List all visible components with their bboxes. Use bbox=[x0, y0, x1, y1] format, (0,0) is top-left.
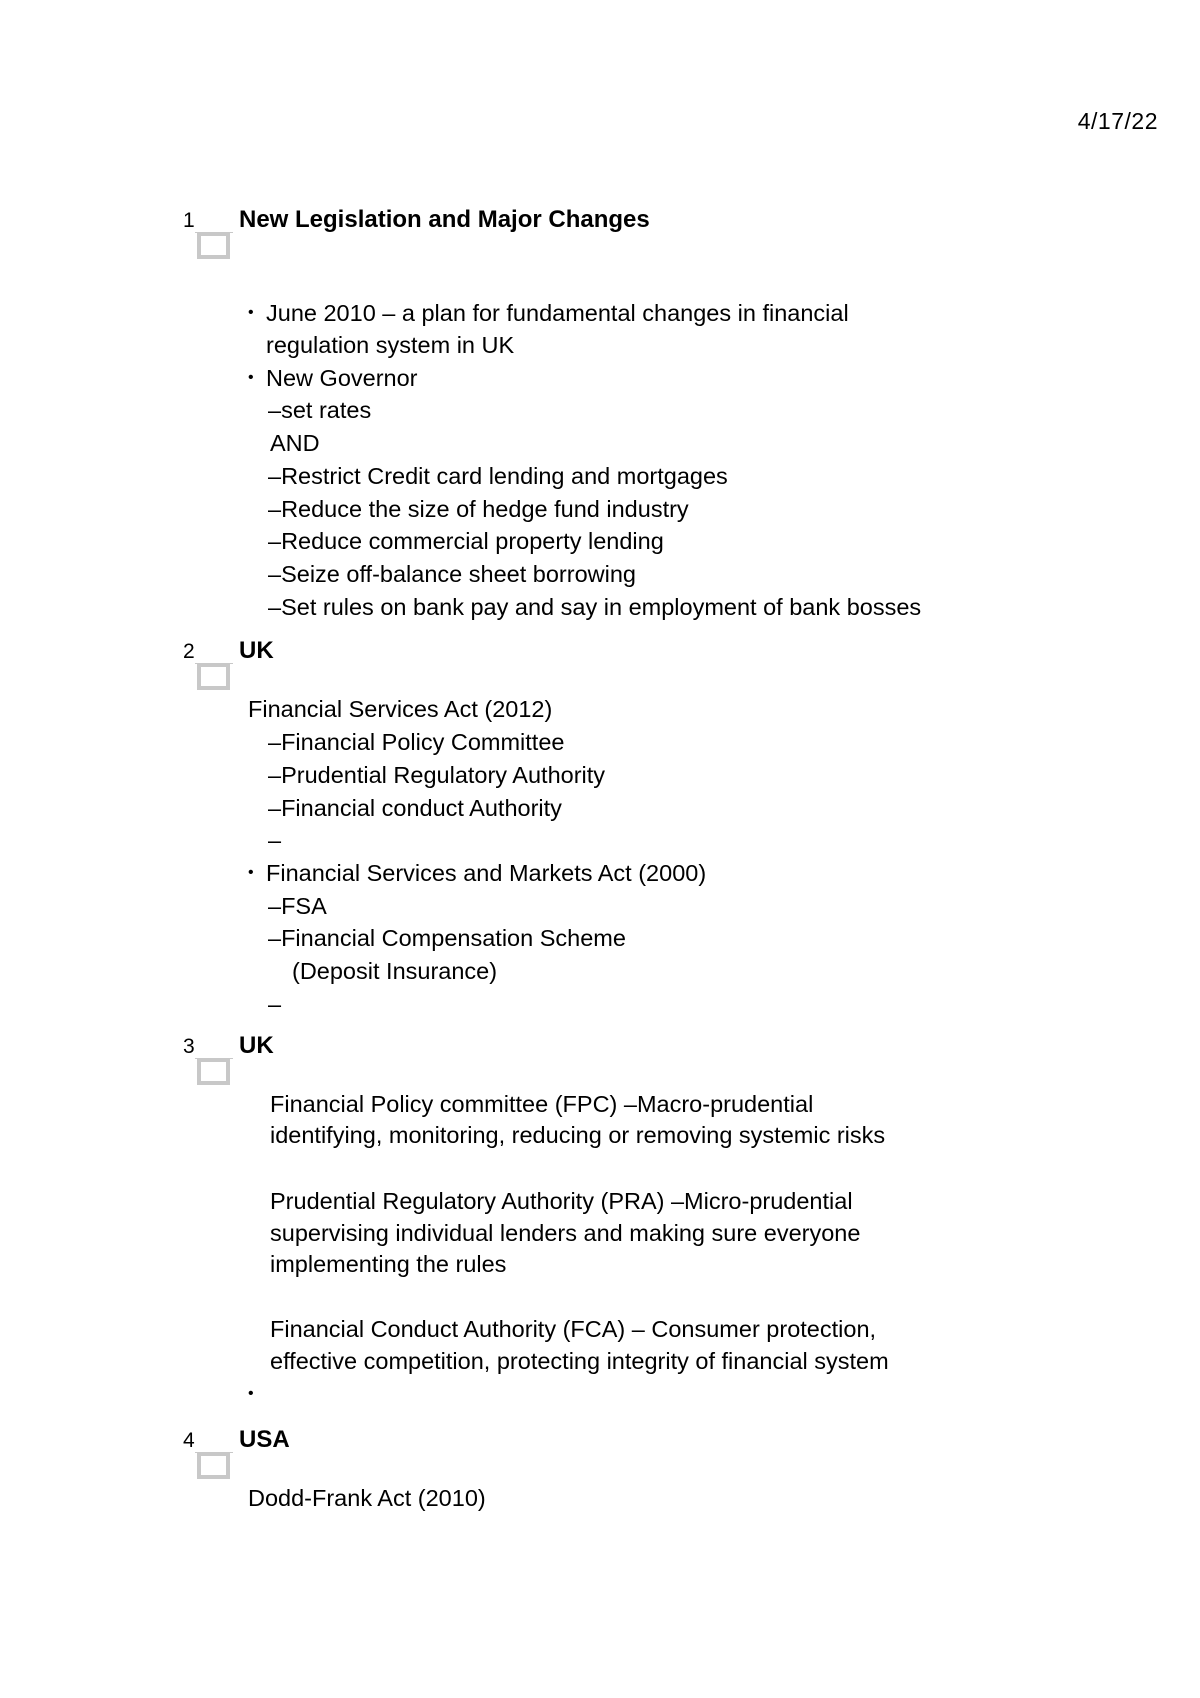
slide-number: 3 bbox=[183, 1035, 195, 1058]
slide-number: 1 bbox=[183, 209, 195, 232]
slide-line: –Reduce commercial property lending bbox=[268, 528, 664, 554]
slide-line: Financial Conduct Authority (FCA) – Consumer protection, bbox=[270, 1316, 877, 1342]
slide-number: 4 bbox=[183, 1429, 195, 1452]
slide-line: AND bbox=[270, 430, 320, 456]
slide-line: – bbox=[268, 991, 282, 1017]
bullet-icon: • bbox=[248, 369, 254, 386]
slide-thumbnail-icon[interactable] bbox=[197, 1452, 230, 1479]
slide-number: 2 bbox=[183, 640, 195, 663]
slide-title: UK bbox=[239, 637, 274, 664]
slide-line: Prudential Regulatory Authority (PRA) –Micro-prudential bbox=[270, 1188, 853, 1214]
slide-line: Financial Services and Markets Act (2000) bbox=[266, 860, 707, 886]
slide-line: June 2010 – a plan for fundamental changes in financial bbox=[266, 300, 849, 326]
slide-line: –Prudential Regulatory Authority bbox=[268, 762, 606, 788]
slide-line: New Governor bbox=[266, 365, 418, 391]
bullet-icon: • bbox=[248, 864, 254, 881]
slide-line: –Seize off-balance sheet borrowing bbox=[268, 561, 636, 587]
slide-line: effective competition, protecting integrity of financial system bbox=[270, 1348, 889, 1374]
slide-line: Financial Services Act (2012) bbox=[248, 696, 553, 722]
slide-line: – bbox=[268, 827, 282, 853]
slide-line: identifying, monitoring, reducing or removing systemic risks bbox=[270, 1122, 886, 1148]
slide-line: supervising individual lenders and making sure everyone bbox=[270, 1220, 861, 1246]
slide-line: –Financial Policy Committee bbox=[268, 729, 565, 755]
slide-line: –Financial Compensation Scheme bbox=[268, 925, 626, 951]
slide-line: –set rates bbox=[268, 397, 372, 423]
slide-title: USA bbox=[239, 1426, 290, 1453]
slide-line: –Financial conduct Authority bbox=[268, 795, 562, 821]
slide-title: UK bbox=[239, 1032, 274, 1059]
bullet-icon: • bbox=[248, 1385, 254, 1402]
slide-thumbnail-icon[interactable] bbox=[197, 232, 230, 259]
slide-line: (Deposit Insurance) bbox=[292, 958, 498, 984]
slide-line: implementing the rules bbox=[270, 1251, 507, 1277]
slide-title: New Legislation and Major Changes bbox=[239, 206, 650, 233]
slide-thumbnail-icon[interactable] bbox=[197, 663, 230, 690]
slide-line: Financial Policy committee (FPC) –Macro-prudential bbox=[270, 1091, 814, 1117]
slide-line: –FSA bbox=[268, 893, 327, 919]
slide-line: –Set rules on bank pay and say in employment of bank bosses bbox=[268, 594, 922, 620]
bullet-icon: • bbox=[248, 304, 254, 321]
slide-thumbnail-icon[interactable] bbox=[197, 1058, 230, 1085]
slide-line: –Reduce the size of hedge fund industry bbox=[268, 496, 689, 522]
slide-line: regulation system in UK bbox=[266, 332, 515, 358]
slide-line: Dodd-Frank Act (2010) bbox=[248, 1485, 486, 1511]
print-date: 4/17/22 bbox=[1077, 108, 1158, 134]
slide-line: –Restrict Credit card lending and mortgages bbox=[268, 463, 728, 489]
